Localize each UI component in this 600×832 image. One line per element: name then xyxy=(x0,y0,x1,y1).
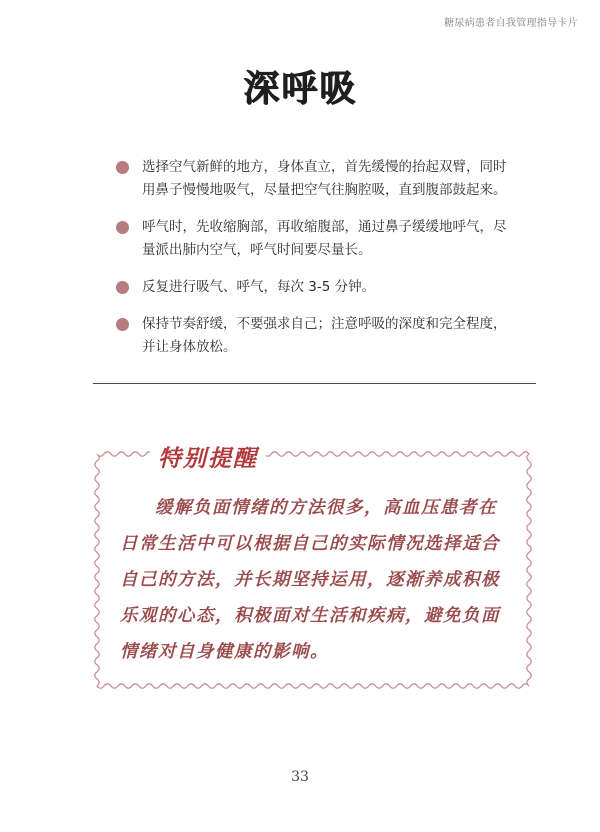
bullet-dot-icon xyxy=(116,318,129,331)
section-divider xyxy=(93,383,536,384)
list-item xyxy=(116,276,516,299)
bullet-dot-icon xyxy=(116,161,129,174)
notice-title: 特别提醒 xyxy=(150,440,266,473)
breathing-steps-list xyxy=(116,156,516,373)
step-text: 反复进行吸气、呼气，每次 3-5 分钟。 xyxy=(142,279,376,295)
step-text: 保持节奏舒缓，不要强求自己；注意呼吸的深度和完全程度，并让身体放松。 xyxy=(142,316,507,355)
page-number: 33 xyxy=(291,769,309,785)
page-title: 深呼吸 xyxy=(242,68,357,109)
list-item xyxy=(116,156,516,202)
list-item xyxy=(116,216,516,262)
step-text: 呼气时，先收缩胸部，再收缩腹部，通过鼻子缓缓地呼气，尽量派出肺内空气，呼气时间要尽量长。 xyxy=(142,219,507,258)
step-text: 选择空气新鲜的地方，身体直立，首先缓慢的抬起双臂，同时用鼻子慢慢地吸气，尽量把空气往胸腔吸，直到腹部鼓起来。 xyxy=(142,159,507,198)
notice-body: 缓解负面情绪的方法很多，高血压患者在日常生活中可以根据自己的实际情况选择适合自己的方法，并长期坚持运用，逐渐养成积极乐观的心态，积极面对生活和疾病，避免负面情绪对自身健康的影响。 xyxy=(120,498,500,662)
list-item xyxy=(116,313,516,359)
running-header: 糖尿病患者自我管理指导卡片 xyxy=(444,18,578,29)
bullet-dot-icon xyxy=(116,221,129,234)
bullet-dot-icon xyxy=(116,281,129,294)
